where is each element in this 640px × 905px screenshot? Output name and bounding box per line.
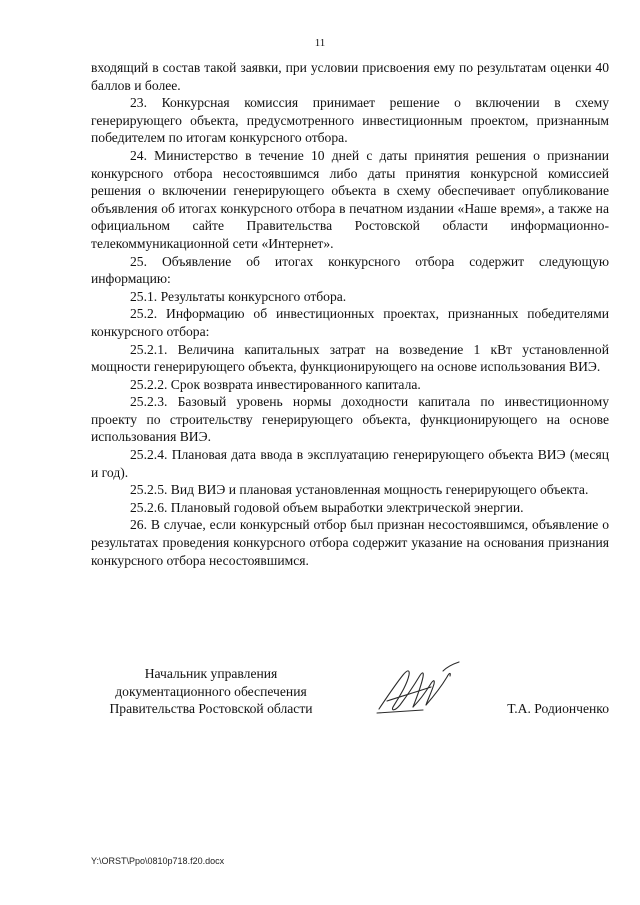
paragraph-25: 25. Объявление об итогах конкурсного отбора содержит следующую информацию: [91,253,609,287]
signatory-title-line: Правительства Ростовской области [109,701,313,717]
paragraph-25-2: 25.2. Информацию об инвестиционных проектах, признанных победителями конкурсного отбора: [91,306,609,339]
paragraph-25-2-4: 25.2.4. Плановая дата ввода в эксплуатацию генерирующего объекта ВИЭ (месяц и год). [91,447,609,480]
signatory-title-line: документационного обеспечения [115,683,307,699]
signatory-title-line: Начальник управления [144,666,278,681]
paragraph-25-2-6: 25.2.6. Плановый годовой объем выработки электрической энергии. [130,499,524,515]
paragraph-25-2-2: 25.2.2. Срок возврата инвестированного капитала. [130,376,421,392]
paragraph-25-2-3: 25.2.3. Базовый уровень нормы доходности капитала по инвестиционному проекту по строительству генерирующего объекта, функционирующего на основе использования ВИЭ. [91,394,609,445]
paragraph-continuation: входящий в состав такой заявки, при условии присвоения ему по результатам оценки 40 баллов и более. [91,60,609,93]
paragraph-25-2-5: 25.2.5. Вид ВИЭ и плановая установленная мощность генерирующего объекта. [130,482,589,498]
paragraph-25-2-1: 25.2.1. Величина капитальных затрат на возведение 1 кВт установленной мощности генерирующего объекта, функционирующего на основе использования ВИЭ. [91,341,609,375]
signatory-name: Т.А. Родионченко [507,701,609,716]
page-number: 11 [314,37,326,49]
handwritten-signature-icon [373,657,463,717]
paragraph-26: 26. В случае, если конкурсный отбор был признан несостоявшимся, объявление о результатах проведения конкурсного отбора содержит указание на основания признания конкурсного отбора несостоявшимся. [91,517,609,568]
paragraph-25-1: 25.1. Результаты конкурсного отбора. [130,288,347,304]
footer-file-path: Y:\ORST\Ppo\0810p718.f20.docx [91,856,225,866]
document-body [91,59,609,569]
signatory-title [91,665,331,718]
paragraph-24: 24. Министерство в течение 10 дней с даты принятия решения о признании конкурсного отбора несостоявшимся либо даты принятия конкурсной комиссией решения о включении генерирующего объекта в схему обеспечивает опубликование объявления об итогах конкурсного отбора в печатном издании «Наше время», а также на официальном сайте Правительства Ростовской области информационно-телекоммуникационной сети «Интернет». [91,147,609,251]
paragraph-23: 23. Конкурсная комиссия принимает решение о включении в схему генерирующего объекта, предусмотренного инвестиционным проектом, признанным победителем по итогам конкурсного отбора. [91,95,609,146]
signature-block [91,665,609,725]
